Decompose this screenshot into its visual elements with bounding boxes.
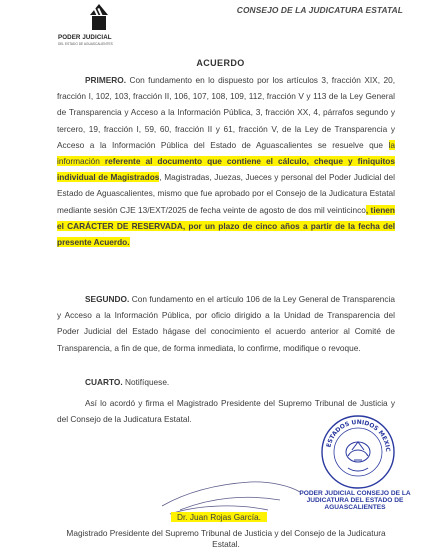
- segundo-label: SEGUNDO.: [85, 294, 130, 304]
- document-title: ACUERDO: [196, 58, 245, 68]
- primero-resolution: se resuelve que: [312, 139, 389, 150]
- paragraph-segundo: [57, 291, 395, 356]
- cuarto-label: CUARTO.: [85, 377, 123, 387]
- cuarto-text: Notifíquese.: [122, 377, 170, 387]
- closing-text: Así lo acordó y firma el Magistrado Presidente del Supremo Tribunal de Justicia y del Consejo de la Judicatura Estatal.: [57, 398, 395, 425]
- logo-subtitle: DEL ESTADO DE AGUASCALIENTES: [58, 42, 113, 46]
- segundo-text: Con fundamento en el artículo 106 de la Ley General de Transparencia y Acceso a la Información Pública, por oficio dirigido a la Unidad de Transparencia del Poder Judicial del Estado hágase del conocimiento el acuerdo anterior al Comité de Transparencia, a fin de que, de forma inmediata, lo confirme, modifique o revoque.: [57, 294, 395, 353]
- poder-judicial-logo: [58, 2, 138, 50]
- official-seal: [318, 412, 398, 492]
- ballot-box-logo-icon: [86, 2, 110, 34]
- letterhead: [0, 0, 441, 52]
- mexican-coat-of-arms-seal-icon: [318, 412, 398, 492]
- signer-name: Dr. Juan Rojas García.: [171, 512, 267, 522]
- primero-highlight-reserved: , tienen el CARÁCTER DE RESERVADA, por un plazo de cinco años a partir de la fecha del presente Acuerdo.: [57, 204, 395, 248]
- seal-caption: PODER JUDICIAL CONSEJO DE LA JUDICATURA DEL ESTADO DE AGUASCALIENTES: [299, 490, 411, 512]
- paragraph-primero: [57, 72, 395, 250]
- institution-title: CONSEJO DE LA JUDICATURA ESTATAL: [236, 5, 403, 15]
- logo-title: PODER JUDICIAL: [58, 34, 112, 41]
- signer-role: Magistrado Presidente del Supremo Tribunal de Justicia y del Consejo de la Judicatura Estatal.: [66, 528, 386, 549]
- primero-highlight-subject: referente al documento que contiene el cálculo, cheque y finiquitos individual de Magistrados: [57, 156, 395, 183]
- primero-scope: , Magistradas, Juezas, Jueces y personal del Poder Judicial del Estado de Aguascalientes, mismo que fue aprobado por el Consejo de la Judicatura Estatal mediante sesión CJE 13/EXT/2025 de fecha veinte de agosto de dos mil veinticinco: [57, 172, 395, 215]
- paragraph-cuarto: [57, 374, 395, 390]
- primero-highlight-info: la información: [57, 139, 396, 167]
- seal-ring-text: ESTADOS UNIDOS MEXIC: [325, 418, 392, 453]
- primero-legal-basis: Con fundamento en lo dispuesto por los artículos 3, fracción XIX, 20, fracción I, 102, 103, fracción II, 106, 107, 108, 109, 112, fracción V y 113 de la Ley General de Transparencia y Acceso a la Información Pública, 3, fracción XX, 4, párrafos segundo y tercero, 19, fracción I, 59, 60, fracción II y 61, fracción V, de la Ley de Transparencia y Acceso a la Información Pública del Estado de Aguascalientes: [57, 75, 395, 150]
- primero-label: PRIMERO.: [85, 75, 127, 85]
